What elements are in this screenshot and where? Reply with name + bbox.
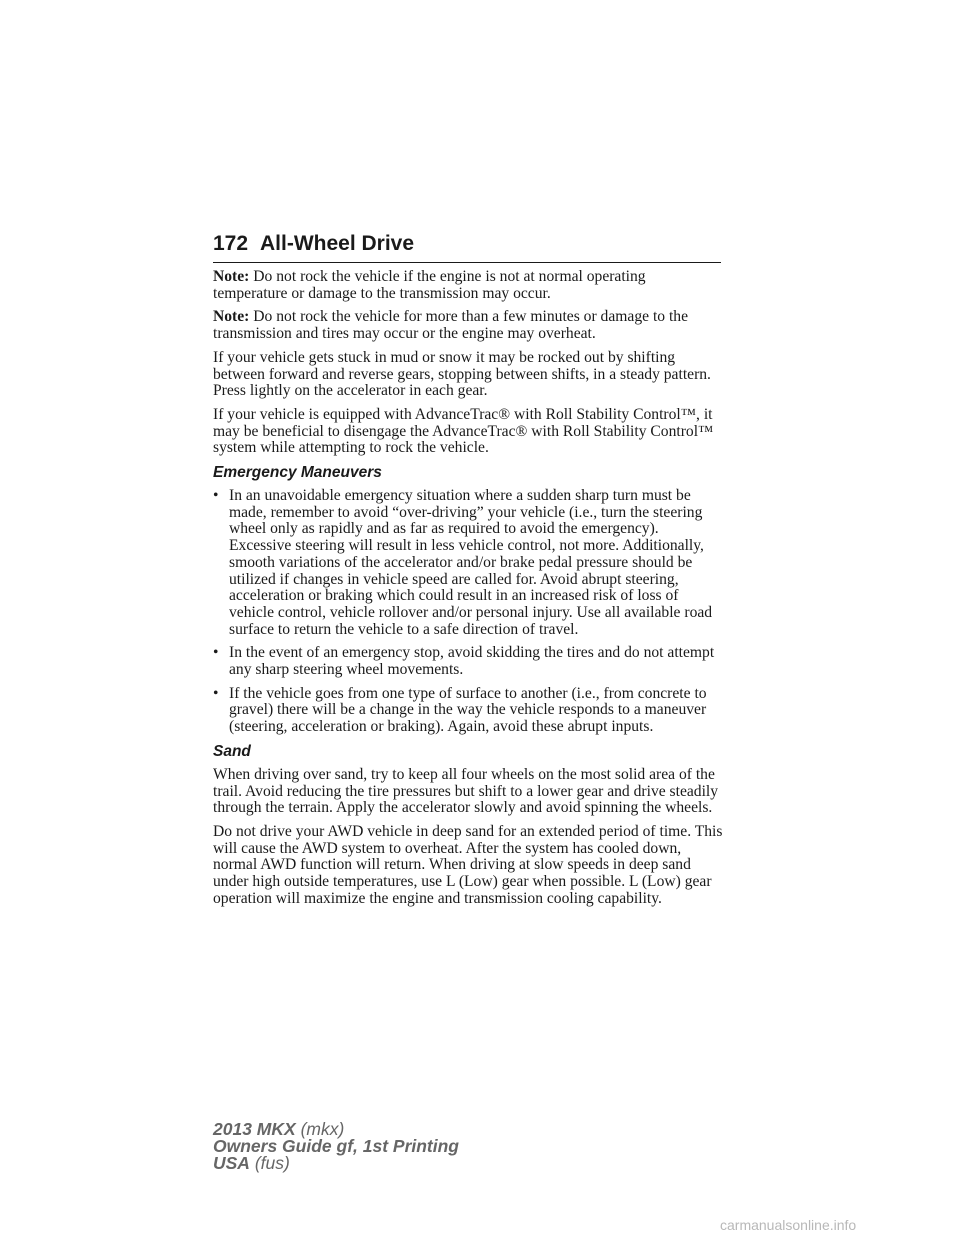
watermark: carmanualsonline.info <box>720 1217 857 1233</box>
bullet-icon: • <box>213 684 219 702</box>
bullet-item <box>213 645 723 678</box>
page-header <box>213 232 721 263</box>
sand-heading: Sand <box>213 742 251 760</box>
body-paragraph: Do not drive your AWD vehicle in deep sand for an extended period of time. This will cause the AWD system to overheat. After the system has cooled down, normal AWD function will return. When driving at slow speeds in deep sand under high outside temperatures, use L (Low) gear when possible. L (Low) gear operation will maximize the engine and transmission cooling capability. <box>213 822 723 907</box>
footer-market-code: (fus) <box>254 1153 290 1173</box>
note-label: Note: <box>213 268 250 285</box>
note-label: Note: <box>213 308 250 326</box>
emergency-bullet-list <box>213 488 723 736</box>
bullet-text: In an unavoidable emergency situation where a sudden sharp turn must be made, remember to avoid “over-driving” your vehicle (i.e., turn the steering wheel only as rapidly and as far as required to avoid the emergency). Excessive steering will result in less vehicle control, not more. Additionally, smooth variations of the accelerator and/or brake pedal pressure should be utilized if changes in vehicle speed are called for. Avoid abrupt steering, acceleration or braking which could result in an increased risk of loss of vehicle control, vehicle rollover and/or personal injury. Use all available road surface to return the vehicle to a safe direction of travel. <box>229 487 713 638</box>
footer-model-code: (mkx) <box>300 1119 345 1139</box>
footer-model: 2013 MKX <box>213 1119 296 1139</box>
footer-market-line <box>213 1155 459 1172</box>
document-footer <box>213 1121 459 1172</box>
note-paragraph <box>213 309 723 342</box>
bullet-item <box>213 686 723 736</box>
bullet-icon: • <box>213 644 219 662</box>
body-paragraph: If your vehicle gets stuck in mud or snow it may be rocked out by shifting between forward and reverse gears, stopping between shifts, in a steady pattern. Press lightly on the accelerator in each gear. <box>213 348 711 400</box>
page-number: 172 <box>213 232 249 255</box>
page-content <box>213 269 723 915</box>
note-text: Do not rock the vehicle for more than a few minutes or damage to the transmission and tires may occur or the engine may overheat. <box>213 308 689 343</box>
emergency-maneuvers-heading: Emergency Maneuvers <box>213 464 382 482</box>
body-paragraph: If your vehicle is equipped with AdvanceTrac® with Roll Stability Control™, it may be beneficial to disengage the AdvanceTrac® with Roll Stability Control™ system while attempting to rock the vehicle. <box>213 405 714 457</box>
bullet-text: If the vehicle goes from one type of surface to another (i.e., from concrete to gravel) there will be a change in the way the vehicle responds to a maneuver (steering, acceleration or braking). Again, avoid these abrupt inputs. <box>229 684 707 736</box>
note-text: Do not rock the vehicle if the engine is not at normal operating temperature or damage to the transmission may occur. <box>213 268 646 302</box>
footer-market: USA <box>213 1153 250 1173</box>
chapter-title: All-Wheel Drive <box>260 232 415 255</box>
note-paragraph <box>213 269 723 302</box>
body-paragraph: When driving over sand, try to keep all four wheels on the most solid area of the trail. Avoid reducing the tire pressures but shift to a lower gear and drive steadily through the terrain. Apply the accelerator slowly and avoid spinning the wheels. <box>213 765 719 817</box>
bullet-item <box>213 488 723 638</box>
bullet-text: In the event of an emergency stop, avoid skidding the tires and do not attempt any sharp steering wheel movements. <box>229 644 715 679</box>
bullet-icon: • <box>213 487 219 505</box>
footer-guide-line: Owners Guide gf, 1st Printing <box>213 1136 459 1156</box>
